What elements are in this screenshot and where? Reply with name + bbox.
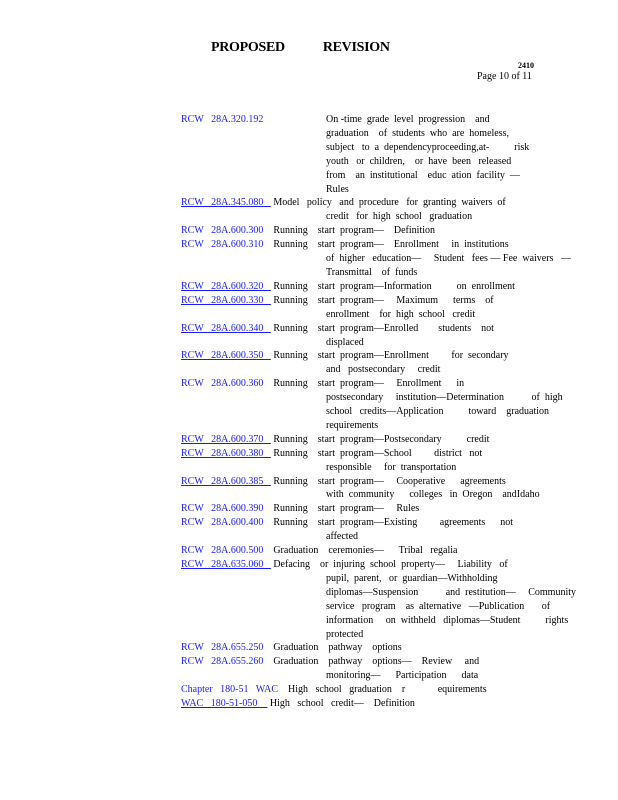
citation-entry — [181, 377, 581, 433]
citation-entry — [181, 502, 581, 516]
citation-description-line: monitoring— Participation data — [326, 670, 479, 682]
citation-entry — [181, 238, 581, 280]
citation-first-line — [181, 516, 581, 530]
citation-link[interactable]: RCW 28A.345.080 — [181, 197, 271, 209]
citation-first-line — [181, 475, 581, 489]
citation-title: High school credit— Definition — [267, 698, 415, 710]
citation-ref: RCW 28A.600.310 — [181, 239, 264, 251]
citation-list — [181, 113, 581, 711]
citation-description-line: enrollment for high school credit — [326, 308, 476, 320]
citation-entry — [181, 544, 581, 558]
citation-description-line: On -time grade level progression and — [326, 114, 490, 125]
citation-ref: RCW 28A.655.260 — [181, 656, 264, 668]
citation-description-line: Transmittal of funds — [326, 266, 418, 278]
citation-title: Running start program—School district not — [270, 447, 483, 459]
citation-first-line — [181, 447, 581, 461]
citation-link[interactable]: RCW 28A.600.330 — [181, 294, 271, 306]
citation-entry — [181, 697, 581, 711]
citation-link[interactable]: RCW 28A.600.340 — [181, 322, 271, 334]
title-word-revision: REVISION — [322, 40, 390, 55]
citation-first-line — [181, 558, 581, 572]
citation-ref: Chapter 180-51 WAC — [181, 684, 279, 696]
citation-title: Model policy and procedure for granting waivers of — [270, 197, 506, 209]
citation-ref: RCW 28A.600.360 — [181, 378, 264, 390]
citation-first-line — [181, 683, 581, 697]
citation-ref: RCW 28A.655.250 — [181, 642, 264, 654]
citation-entry — [181, 280, 581, 294]
citation-description-line: youth or children, or have been released — [326, 155, 512, 167]
citation-first-line — [181, 294, 581, 308]
citation-first-line — [181, 349, 581, 363]
citation-first-line — [181, 433, 581, 447]
citation-description-line: information on withheld diplomas—Student rights — [326, 614, 569, 626]
citation-link[interactable]: WAC 180-51-050 — [181, 698, 268, 710]
citation-title: Running start program— Definition — [263, 225, 435, 237]
citation-ref: RCW 28A.320.192 — [181, 114, 264, 125]
citation-first-line — [181, 544, 581, 558]
citation-description-line: of higher education— Student fees — Fee waivers — — [326, 253, 571, 265]
citation-title: Running start program— Cooperative agreements — [270, 475, 506, 487]
citation-first-line — [181, 377, 581, 391]
citation-description-line: credit for high school graduation — [326, 211, 473, 223]
citation-entry — [181, 349, 581, 377]
citation-first-line — [181, 238, 581, 252]
citation-first-line — [181, 641, 581, 655]
citation-title: Graduation pathway options — [263, 642, 402, 654]
citation-first-line — [181, 322, 581, 336]
citation-link[interactable]: RCW 28A.600.385 — [181, 475, 271, 487]
citation-title: Defacing or injuring school property— Liability of — [270, 559, 508, 570]
citation-link[interactable]: RCW 28A.600.380 — [181, 447, 271, 459]
citation-title: Running start program—Postsecondary credit — [270, 433, 490, 445]
citation-title: Running start program— Maximum terms of — [270, 294, 494, 306]
citation-first-line — [181, 196, 581, 210]
citation-title: High school graduation r equirements — [278, 684, 487, 696]
citation-title: Graduation pathway options— Review and — [263, 656, 480, 668]
citation-entry — [181, 558, 581, 641]
title-word-proposed: PROPOSED — [211, 40, 285, 55]
citation-first-line — [181, 224, 581, 238]
citation-link[interactable]: RCW 28A.600.370 — [181, 433, 271, 445]
citation-description-line: affected — [326, 531, 359, 543]
citation-entry — [181, 655, 581, 683]
citation-ref: RCW 28A.600.400 — [181, 517, 264, 529]
citation-description-line: service program as alternative —Publication of — [326, 600, 551, 612]
citation-link[interactable]: RCW 28A.600.350 — [181, 350, 271, 362]
citation-title: Graduation ceremonies— Tribal regalia — [263, 545, 458, 557]
citation-description-line: Rules — [326, 183, 349, 195]
citation-description-line: displaced — [326, 336, 364, 348]
citation-ref: RCW 28A.600.390 — [181, 503, 264, 515]
citation-entry — [181, 113, 581, 196]
citation-description-line: pupil, parent, or guardian—Withholding — [326, 572, 498, 584]
citation-description-line: postsecondary institution—Determination of high — [326, 392, 563, 404]
citation-link[interactable]: RCW 28A.600.320 — [181, 280, 271, 292]
citation-entry — [181, 641, 581, 655]
citation-title: Running start program— Enrollment in institutions — [263, 239, 509, 251]
citation-title: Running start program— Rules — [263, 503, 420, 515]
citation-title: Running start program— Enrollment in — [263, 378, 465, 390]
page-number: Page 10 of 11 — [477, 71, 532, 82]
citation-entry — [181, 196, 581, 224]
citation-title: Running start program—Information on enrollment — [270, 280, 515, 292]
citation-entry — [181, 294, 581, 322]
citation-description-line: responsible for transportation — [326, 461, 457, 473]
citation-description-line: school credits—Application toward graduation — [326, 406, 550, 418]
citation-entry — [181, 475, 581, 503]
citation-entry — [181, 322, 581, 350]
citation-description-line: from an institutional educ ation facility — — [326, 169, 520, 181]
citation-entry — [181, 433, 581, 447]
citation-entry — [181, 683, 581, 697]
document-title — [211, 40, 390, 56]
citation-description-line: graduation of students who are homeless, — [326, 127, 510, 139]
citation-first-line — [181, 655, 581, 669]
citation-title: Running start program—Enrollment for secondary — [270, 350, 509, 362]
citation-description-line: subject to a dependencyproceeding,at- risk — [326, 141, 530, 153]
citation-description-line: and postsecondary credit — [326, 364, 441, 376]
citation-first-line — [181, 280, 581, 294]
document-number: 2410 — [518, 61, 534, 70]
citation-entry — [181, 224, 581, 238]
citation-description-line: requirements — [326, 419, 379, 431]
citation-title: Running start program—Existing agreements not — [263, 517, 514, 529]
citation-entry — [181, 447, 581, 475]
citation-link[interactable]: RCW 28A.635.060 — [181, 559, 271, 570]
citation-ref: RCW 28A.600.500 — [181, 545, 264, 557]
citation-first-line — [181, 113, 581, 127]
citation-description-line: with community colleges in Oregon andIdaho — [326, 489, 540, 501]
citation-first-line — [181, 697, 581, 711]
citation-title: Running start program—Enrolled students not — [270, 322, 494, 334]
citation-description-line: protected — [326, 628, 364, 640]
citation-first-line — [181, 502, 581, 516]
citation-description-line: diplomas—Suspension and restitution— Community — [326, 586, 576, 598]
citation-ref: RCW 28A.600.300 — [181, 225, 264, 237]
citation-entry — [181, 516, 581, 544]
